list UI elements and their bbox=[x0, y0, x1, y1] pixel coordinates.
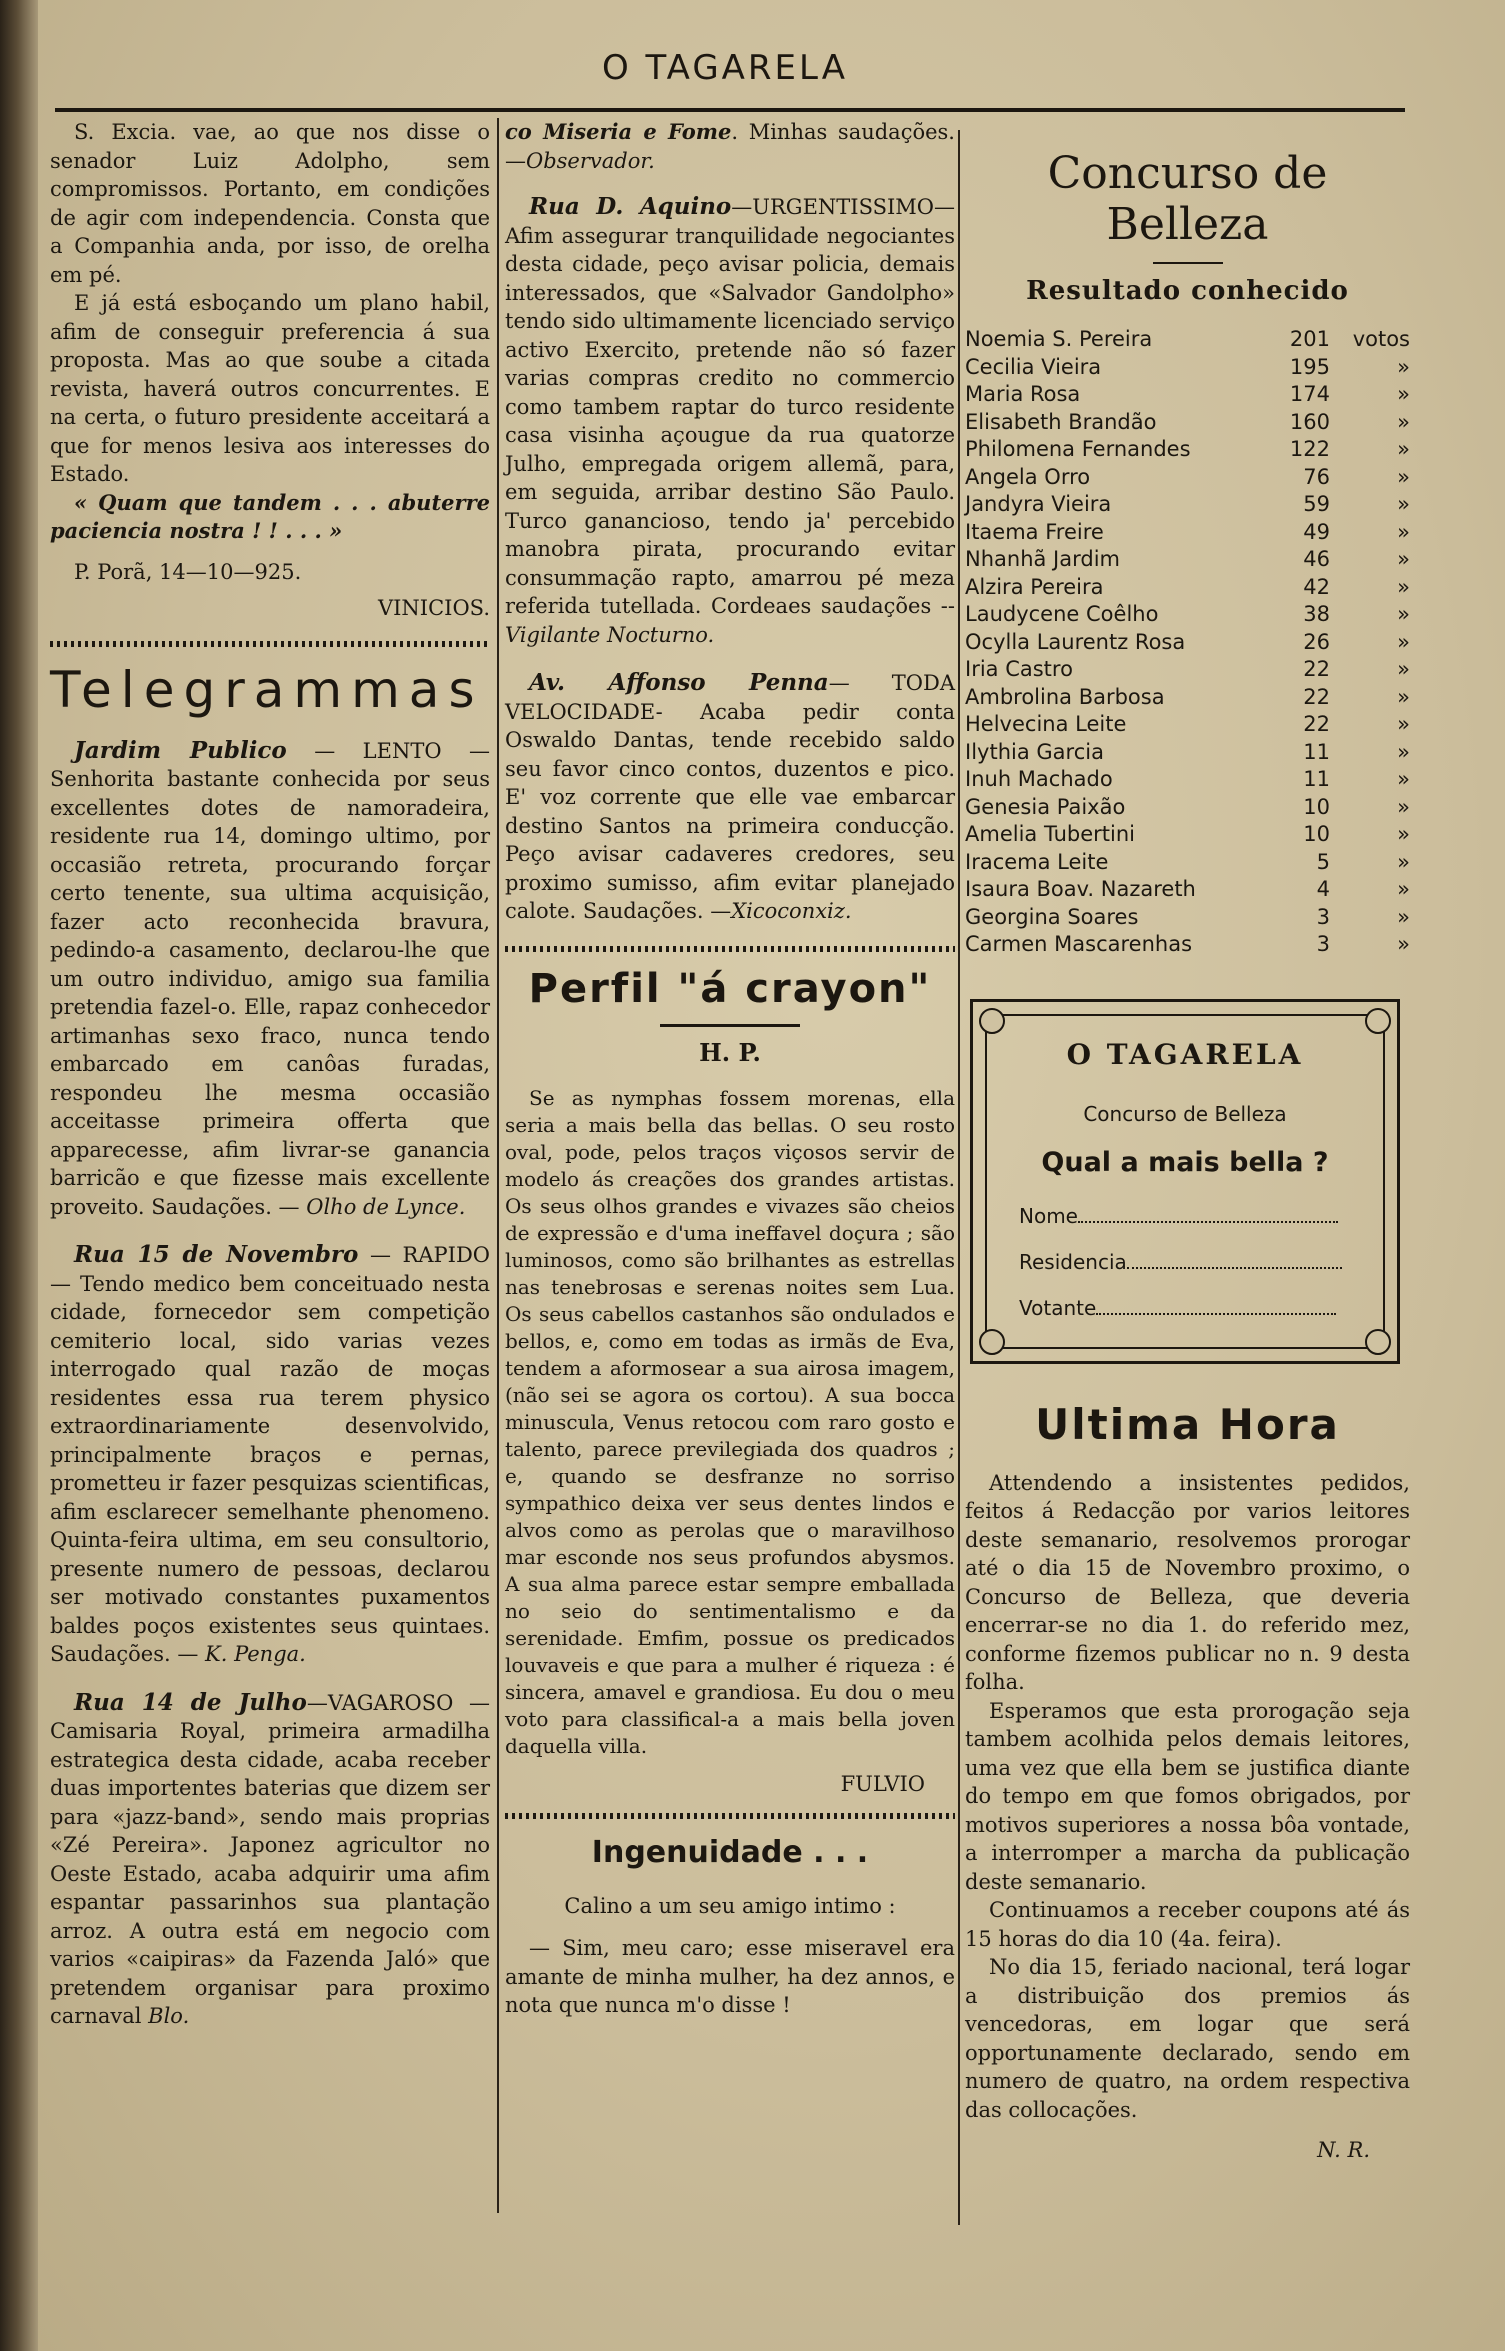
write-line bbox=[1127, 1267, 1342, 1269]
result-unit: » bbox=[1397, 547, 1410, 571]
corner-ornament bbox=[1365, 1008, 1391, 1034]
write-line bbox=[1096, 1313, 1336, 1315]
column-right bbox=[965, 118, 1410, 2165]
result-row bbox=[965, 546, 1410, 574]
telegram-sign: Blo. bbox=[148, 2004, 190, 2028]
result-row bbox=[965, 931, 1410, 959]
result-votes: 59 bbox=[1303, 492, 1330, 516]
result-unit: » bbox=[1397, 822, 1410, 846]
concurso-heading: Concurso de Belleza bbox=[1047, 148, 1328, 250]
result-name: Iracema Leite bbox=[965, 849, 1109, 874]
telegram-item bbox=[50, 737, 490, 1222]
result-row bbox=[965, 849, 1410, 877]
result-unit: » bbox=[1397, 437, 1410, 461]
result-row bbox=[965, 326, 1410, 354]
coupon-field-nome: Nome bbox=[1019, 1204, 1357, 1228]
coupon-field-residencia: Residencia bbox=[1019, 1250, 1357, 1274]
results-table bbox=[965, 326, 1410, 959]
result-votes: 160 bbox=[1289, 409, 1330, 434]
corner-ornament bbox=[979, 1329, 1005, 1355]
column-divider-right bbox=[958, 130, 960, 2225]
result-unit: » bbox=[1397, 382, 1410, 406]
continued-rest: . Minhas saudações.— bbox=[505, 120, 955, 173]
notice-item bbox=[505, 193, 955, 649]
result-name: Carmen Mascarenhas bbox=[965, 932, 1193, 956]
result-unit: » bbox=[1397, 409, 1410, 434]
result-votes: 11 bbox=[1303, 767, 1330, 791]
result-votes: 201 bbox=[1289, 327, 1330, 351]
result-row bbox=[965, 409, 1410, 437]
result-name: Iria Castro bbox=[965, 657, 1073, 681]
result-unit: » bbox=[1397, 877, 1410, 901]
results-heading: Resultado conhecido bbox=[1026, 276, 1349, 306]
ornamental-rule bbox=[505, 946, 955, 952]
result-name: Philomena Fernandes bbox=[965, 437, 1191, 461]
result-votes: 3 bbox=[1316, 932, 1330, 956]
perfil-subtitle: H. P. bbox=[699, 1037, 761, 1067]
result-unit: » bbox=[1397, 574, 1410, 599]
result-name: Elisabeth Brandão bbox=[965, 409, 1157, 434]
short-rule bbox=[660, 1024, 800, 1027]
ingenuidade-text: — Sim, meu caro; esse miseravel era amante de minha mulher, ha dez annos, e nota que nunca m'o disse ! bbox=[505, 1936, 955, 2017]
telegram-text: —VAGAROSO — Camisaria Royal, primeira armadilha estrategica desta cidade, acaba receber duas importentes baterias que dizem ser para «jazz-band», sendo mais proprias «Zé Pereira». Japonez agricultor no Oeste Estado, acaba adquirir uma afim espantar passarinhos sua plantação arroz. A outra está em negocio com varios «caipiras» da Fazenda Jaló» que pretendem organisar para proximo carnaval bbox=[50, 1690, 490, 2028]
ultima-paragraph-2: Esperamos que esta prorogação seja tambem acolhida pelos demais leitores, uma vez que ella bem se justifica diante do tempo em que fomos obrigados, por motivos superiores a nossa bôa vontade, a interromper a marcha da publicação deste semanario. bbox=[965, 1698, 1410, 1894]
result-votes: 46 bbox=[1303, 547, 1330, 571]
result-votes: 26 bbox=[1303, 629, 1330, 654]
result-votes: 174 bbox=[1289, 382, 1330, 406]
column-middle bbox=[505, 118, 955, 2020]
result-votes: 4 bbox=[1316, 877, 1330, 901]
notice-street: Rua D. Aquino bbox=[529, 193, 732, 220]
coupon-question: Qual a mais bella ? bbox=[1041, 1146, 1329, 1178]
result-name: Ambrolina Barbosa bbox=[965, 684, 1165, 709]
header-rule bbox=[55, 108, 1405, 112]
result-row bbox=[965, 904, 1410, 932]
result-unit: » bbox=[1397, 712, 1410, 736]
result-name: Jandyra Vieira bbox=[965, 492, 1112, 516]
intro-paragraph-2: E já está esboçando um plano habil, afim de conseguir preferencia á sua proposta. Mas ao que soube a citada revista, haverá outros concurrentes. E na certa, o futuro presidente acceitará a que for menos lesiva aos interesses do Estado. bbox=[50, 291, 490, 486]
intro-paragraph-1: S. Excia. vae, ao que nos disse o senador Luiz Adolpho, sem compromissos. Portanto, em condições de agir com independencia. Consta que a Companhia anda, por isso, de orelha em pé. bbox=[50, 120, 490, 287]
result-unit: » bbox=[1397, 932, 1410, 956]
result-name: Isaura Boav. Nazareth bbox=[965, 877, 1196, 901]
telegram-street: Rua 14 de Julho bbox=[74, 1688, 307, 1716]
result-name: Genesia Paixão bbox=[965, 794, 1126, 819]
telegram-sign: Olho de Lynce. bbox=[306, 1194, 466, 1219]
result-row bbox=[965, 381, 1410, 409]
result-row bbox=[965, 436, 1410, 464]
notice-street: Av. Affonso Penna bbox=[529, 669, 829, 696]
write-line bbox=[1078, 1221, 1338, 1223]
telegram-street: Jardim Publico bbox=[74, 736, 287, 764]
result-name: Amelia Tubertini bbox=[965, 822, 1135, 846]
result-votes: 11 bbox=[1303, 739, 1330, 764]
result-name: Cecilia Vieira bbox=[965, 354, 1102, 379]
result-unit: » bbox=[1397, 464, 1410, 489]
result-unit: » bbox=[1397, 629, 1410, 654]
ingenuidade-intro: Calino a um seu amigo intimo : bbox=[564, 1893, 896, 1918]
result-unit: votos bbox=[1352, 327, 1410, 351]
result-unit: » bbox=[1397, 767, 1410, 791]
perfil-heading: Perfil "á crayon" bbox=[528, 965, 932, 1012]
result-row bbox=[965, 629, 1410, 657]
ingenuidade-heading: Ingenuidade . . . bbox=[591, 1834, 869, 1870]
result-unit: » bbox=[1397, 492, 1410, 516]
result-unit: » bbox=[1397, 904, 1410, 929]
coupon-title: O TAGARELA bbox=[1066, 1037, 1304, 1071]
ultima-paragraph-3: Continuamos a receber coupons até ás 15 horas do dia 10 (4a. feira). bbox=[965, 1898, 1410, 1951]
latin-quote: « Quam que tandem . . . abuterre paciencia nostra ! ! . . . » bbox=[50, 489, 490, 543]
continued-sign: Observador. bbox=[526, 148, 655, 173]
result-votes: 22 bbox=[1303, 684, 1330, 709]
result-unit: » bbox=[1397, 602, 1410, 626]
ornamental-rule bbox=[50, 641, 490, 647]
result-row bbox=[965, 739, 1410, 767]
result-name: Inuh Machado bbox=[965, 767, 1113, 791]
telegrams-heading: Telegrammas bbox=[50, 660, 484, 719]
result-votes: 49 bbox=[1303, 519, 1330, 544]
notice-text: — TODA VELOCIDADE- Acaba pedir conta Oswaldo Dantas, tende recebido saldo seu favor cinco contos, duzentos e pico. E' voz corrente que elle vae embarcar destino Santos na primeira conducção. Peço avisar cadaveres credores, seu proximo sumisso, afim evitar planejado calote. Saudações. — bbox=[505, 671, 955, 923]
result-row bbox=[965, 464, 1410, 492]
result-votes: 22 bbox=[1303, 712, 1330, 736]
signature-vinicios: VINICIOS. bbox=[377, 596, 490, 620]
result-votes: 122 bbox=[1289, 437, 1330, 461]
corner-ornament bbox=[979, 1008, 1005, 1034]
result-row bbox=[965, 354, 1410, 382]
result-votes: 195 bbox=[1289, 354, 1330, 379]
result-name: Angela Orro bbox=[965, 464, 1091, 489]
result-row bbox=[965, 821, 1410, 849]
result-name: Ilythia Garcia bbox=[965, 739, 1104, 764]
result-unit: » bbox=[1397, 739, 1410, 764]
result-row bbox=[965, 574, 1410, 602]
result-row bbox=[965, 491, 1410, 519]
result-unit: » bbox=[1397, 657, 1410, 681]
coupon-subtitle: Concurso de Belleza bbox=[1083, 1101, 1287, 1126]
result-votes: 38 bbox=[1303, 602, 1330, 626]
result-name: Helvecina Leite bbox=[965, 712, 1127, 736]
voting-coupon bbox=[970, 999, 1400, 1364]
column-divider-left bbox=[497, 118, 499, 2213]
telegram-text: — LENTO — Senhorita bastante conhecida por seus excellentes dotes de namoradeira, residente rua 14, domingo ultimo, por occasião retreta, procurando forçar certo tenente, sua ultima acquisição, fazer acto reconhecida bravura, pedindo-a casamento, declarou-lhe que um outro individuo, amigo sua familia pretendia fazel-o. Elle, rapaz conhecedor artimanhas sexo fraco, nunca tendo embarcado em canôas furadas, respondeu lhe mesma occasião acceitasse primeira offerta que apparecesse, afim livrar-se ganancia barricão e que fizesse mais excellente proveito. Saudações. — bbox=[50, 738, 490, 1219]
notice-sign: Xicoconxiz. bbox=[731, 899, 852, 923]
result-row bbox=[965, 876, 1410, 904]
result-votes: 5 bbox=[1316, 849, 1330, 874]
result-votes: 3 bbox=[1316, 904, 1330, 929]
short-rule bbox=[1153, 262, 1223, 264]
result-unit: » bbox=[1397, 519, 1410, 544]
result-unit: » bbox=[1397, 354, 1410, 379]
perfil-text: Se as nymphas fossem morenas, ella seria a mais bella das bellas. O seu rosto oval, pode, pelos traços viçosos servir de modelo ás creações dos grandes artistas. Os seus olhos grandes e vivazes são cheios de expressão e d'uma ineffavel doçura ; são luminosos, como são brilhantes as estrellas nas tenebrosas e serenas noites sem Lua. Os seus cabellos castanhos são ondulados e bellos, e, como em todas as irmãs de Eva, tendem a aformosear a sua airosa imagem, (não sei se agora os cortou). A sua bocca minuscula, Venus retocou com raro gosto e talento, parece previlegiada dos quadros ; e, quando se desfranze no sorriso sympathico deixa ver seus dentes lindos e alvos como as perolas que o maravilhoso mar esconde nos seus profundos abysmos. A sua alma parece estar sempre emballada no seio do sentimentalismo e da serenidade. Emfim, possue os predicados louvaveis e que para a mulher é riqueza : é sincera, amavel e grandiosa. Eu dou o meu voto para classifical-a a mais bella joven daquella villa. bbox=[505, 1086, 955, 1758]
result-row bbox=[965, 684, 1410, 712]
telegram-street: Rua 15 de Novembro bbox=[74, 1241, 359, 1268]
ultima-paragraph-4: No dia 15, feriado nacional, terá logar a distribuição dos premios ás vencedoras, em logar que será opportunamente declarado, sendo em numero de quatro, na ordem respectiva das collocações. bbox=[965, 1955, 1410, 2122]
telegram-sign: K. Penga. bbox=[205, 1642, 306, 1666]
continued-text: co Miseria e Fome bbox=[505, 119, 732, 144]
result-unit: » bbox=[1397, 684, 1410, 709]
ornamental-rule bbox=[505, 1813, 955, 1819]
telegram-item bbox=[50, 1689, 490, 2031]
result-votes: 22 bbox=[1303, 657, 1330, 681]
result-unit: » bbox=[1397, 849, 1410, 874]
notice-sign: Vigilante Nocturno. bbox=[505, 622, 715, 647]
result-name: Noemia S. Pereira bbox=[965, 327, 1153, 351]
result-row bbox=[965, 656, 1410, 684]
ultima-signature: N. R. bbox=[1317, 2138, 1370, 2162]
result-name: Itaema Freire bbox=[965, 519, 1104, 544]
result-unit: » bbox=[1397, 794, 1410, 819]
ultima-paragraph-1: Attendendo a insistentes pedidos, feitos á Redacção por varios leitores deste semanario, resolvemos prorogar até o dia 15 de Novembro proximo, o Concurso de Belleza, que deveria encerrar-se no dia 1. do referido mez, conforme fizemos publicar no n. 9 desta folha. bbox=[965, 1470, 1410, 1694]
result-votes: 42 bbox=[1303, 574, 1330, 599]
result-row bbox=[965, 711, 1410, 739]
result-name: Ocylla Laurentz Rosa bbox=[965, 629, 1186, 654]
column-left bbox=[50, 118, 490, 2051]
result-row bbox=[965, 766, 1410, 794]
result-name: Maria Rosa bbox=[965, 382, 1081, 406]
coupon-field-votante: Votante bbox=[1019, 1296, 1357, 1320]
newspaper-title: O TAGARELA bbox=[601, 48, 849, 88]
notice-item bbox=[505, 669, 955, 926]
result-name: Alzira Pereira bbox=[965, 574, 1104, 599]
result-row bbox=[965, 794, 1410, 822]
notice-text: —URGENTISSIMO—Afim assegurar tranquilidade negociantes desta cidade, peço avisar policia, demais interessados, que «Salvador Gandolpho» tendo sido ultimamente licenciado serviço activo Exercito, pretende não só fazer varias compras credito no commercio como tambem raptar do turco residente casa visinha açougue da rua quatorze Julho, empregada origem allemã, para, em seguida, arribar destino São Paulo. Turco ganancioso, tendo ja' percebido manobra pirata, procurando evitar consummação rapto, amarrou pé meza referida tutellada. Cordeaes saudações -- bbox=[505, 195, 955, 618]
result-votes: 10 bbox=[1303, 822, 1330, 846]
result-name: Nhanhã Jardim bbox=[965, 547, 1120, 571]
result-row bbox=[965, 601, 1410, 629]
result-votes: 10 bbox=[1303, 794, 1330, 819]
result-row bbox=[965, 519, 1410, 547]
page-binding bbox=[0, 0, 38, 2351]
result-votes: 76 bbox=[1303, 464, 1330, 489]
telegram-item bbox=[50, 1241, 490, 1669]
place-date: P. Porã, 14—10—925. bbox=[74, 559, 302, 584]
result-name: Georgina Soares bbox=[965, 904, 1139, 929]
telegram-text: — RAPIDO — Tendo medico bem conceituado nesta cidade, fornecedor sem competição cemiterio local, sido varias vezes interrogado qual razão de moças residentes essa rua terem physico extraordinariamente desenvolvido, principalmente braços e pernas, prometteu ir fazer pesquizas scientificas, afim esclarecer semelhante phenomeno. Quinta-feira ultima, em seu consultorio, presente numero de pessoas, declarou ser motivado constantes puxamentos baldes poços existentes seus quintaes. Saudações. — bbox=[50, 1243, 490, 1666]
result-name: Laudycene Coêlho bbox=[965, 602, 1159, 626]
ultima-hora-heading: Ultima Hora bbox=[1035, 1399, 1340, 1449]
corner-ornament bbox=[1365, 1329, 1391, 1355]
perfil-signature: FULVIO bbox=[840, 1772, 925, 1796]
